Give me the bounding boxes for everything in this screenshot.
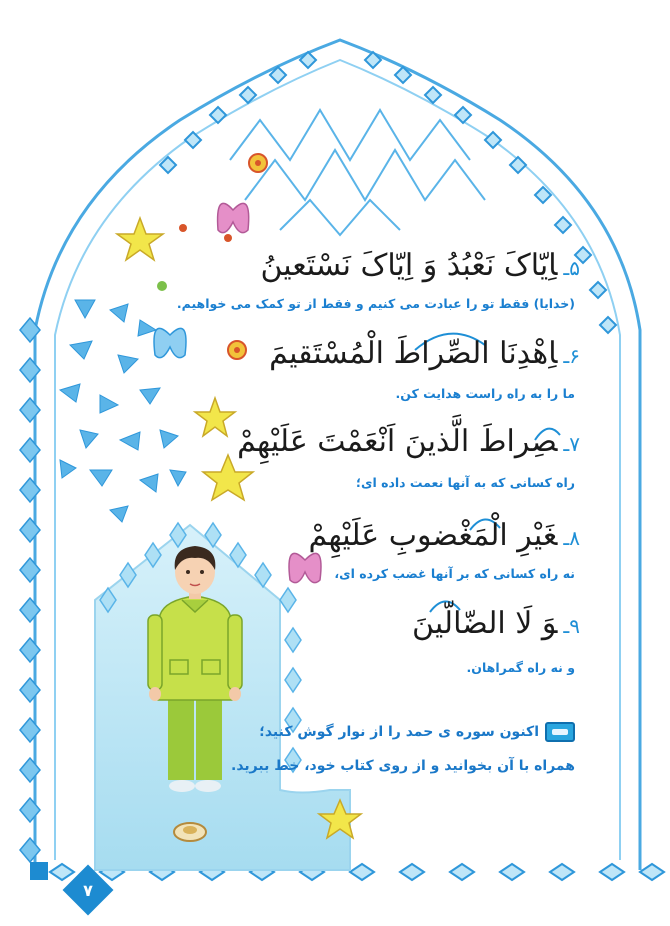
verse-7-arabic: صِراطَ الَّذینَ اَنْعَمْتَ عَلَیْهِمْ xyxy=(237,424,558,459)
cassette-tape-icon xyxy=(545,722,575,742)
corner-tile xyxy=(30,862,48,880)
verse-6-arabic: اِهْدِنَا الصِّراطَ الْمُسْتَقیمَ xyxy=(269,336,558,371)
verse-8 xyxy=(309,518,581,553)
page-number: ۷ xyxy=(83,880,93,900)
verse-9-number: ۹ـ xyxy=(563,614,580,638)
verse-7-translation: راه کسانی که به آنها نعمت داده ای؛ xyxy=(356,475,575,490)
dot-decorations xyxy=(157,154,267,359)
verse-5-number: ۵ـ xyxy=(563,256,580,280)
prayer-stone xyxy=(174,823,206,841)
blue-butterfly xyxy=(154,328,186,357)
verse-8-translation: نه راه کسانی که بر آنها غضب کرده ای، xyxy=(334,566,575,581)
verse-5-translation: (خدایا) فقط تو را عبادت می کنیم و فقط از تو کمک می خواهیم. xyxy=(176,296,575,311)
verse-6-translation: ما را به راه راست هدایت کن. xyxy=(395,386,575,401)
verse-6-number: ۶ـ xyxy=(563,344,580,368)
verse-8-arabic: غَیْرِ الْمَغْضوبِ عَلَیْهِمْ xyxy=(308,518,558,553)
left-border-pattern xyxy=(20,318,40,862)
verse-5-arabic: اِیّاکَ نَعْبُدُ وَ اِیّاکَ نَسْتَعینُ xyxy=(260,248,558,283)
page-number-badge xyxy=(63,865,114,916)
verse-7 xyxy=(237,424,580,459)
instruction-line-2: همراه با آن بخوانید و از روی کتاب خود، خط ببرید. xyxy=(231,758,575,774)
verse-7-number: ۷ـ xyxy=(563,432,580,456)
arch-diamonds xyxy=(160,52,616,333)
verse-9 xyxy=(412,606,580,641)
instruction-line-1 xyxy=(259,722,575,742)
verse-9-translation: و نه راه گمراهان. xyxy=(466,660,575,675)
verse-5 xyxy=(260,248,580,283)
verse-6 xyxy=(269,336,580,371)
verse-8-number: ۸ـ xyxy=(563,526,580,550)
arch-ornament xyxy=(230,110,485,235)
instruction-text-1: اکنون سوره ی حمد را از نوار گوش کنید؛ xyxy=(259,724,539,740)
verse-9-arabic: وَ لَا الضّالّینَ xyxy=(412,606,558,641)
